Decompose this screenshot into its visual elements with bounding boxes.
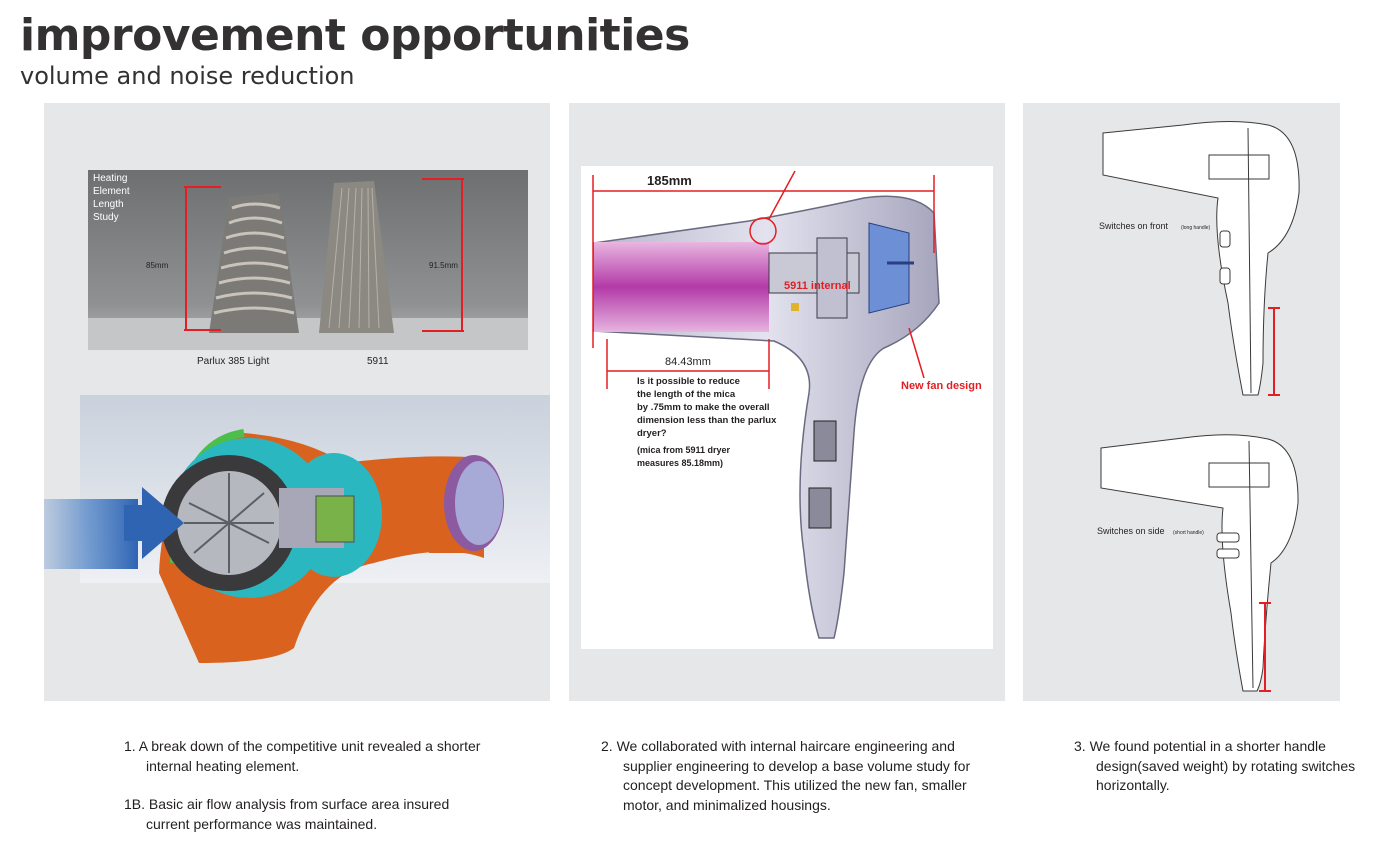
note-short-handle: (short handle) xyxy=(1173,530,1204,536)
page-subtitle: volume and noise reduction xyxy=(20,62,355,90)
note-line: (mica from 5911 dryer xyxy=(637,445,731,455)
dimension-label-91: 91.5mm xyxy=(429,261,458,270)
note-long-handle: (long handle) xyxy=(1181,225,1211,231)
switch-front xyxy=(814,421,836,461)
question-line: Is it possible to reduce xyxy=(637,376,740,387)
study-label-line: Length xyxy=(93,199,124,210)
panel3-illustration xyxy=(1023,103,1340,701)
question-line: dimension less than the parlux xyxy=(637,415,777,426)
question-line: by .75mm to make the overall xyxy=(637,402,770,413)
dimension-185: 185mm xyxy=(647,173,692,188)
caption-3-text: 3. We found potential in a shorter handle design(saved weight) by rotating switches horizontally. xyxy=(1074,738,1356,793)
switch-back xyxy=(809,488,831,528)
caption-3 xyxy=(1074,737,1389,796)
note-line: measures 85.18mm) xyxy=(637,458,724,468)
question-line: the length of the mica xyxy=(637,389,736,400)
mica-heater xyxy=(594,242,769,332)
label-parlux: Parlux 385 Light xyxy=(197,356,270,367)
heating-element-photo xyxy=(88,170,528,350)
dimension-84: 84.43mm xyxy=(665,356,711,368)
label-switches-side: Switches on side xyxy=(1097,526,1165,536)
panel1-illustration xyxy=(44,103,550,701)
dimension-label-85: 85mm xyxy=(146,261,169,270)
panel2-illustration xyxy=(569,103,1005,701)
new-fan xyxy=(869,223,909,313)
panel-handle-study xyxy=(1023,103,1340,701)
dryer-outline-long-handle xyxy=(1103,122,1299,396)
caption-1b-text: 1B. Basic air flow analysis from surface area insured current performance was maintained. xyxy=(124,796,450,832)
caption-2 xyxy=(601,737,981,815)
caption-1-text: 1. A break down of the competitive unit revealed a shorter internal heating element. xyxy=(124,738,481,774)
airflow-cutaway-render xyxy=(44,395,550,663)
caption-1 xyxy=(124,737,494,834)
dryer-outline-short-handle xyxy=(1101,435,1298,691)
study-label-line: Element xyxy=(93,186,130,197)
label-new-fan: New fan design xyxy=(901,380,982,392)
panel-competitive-teardown xyxy=(44,103,550,701)
caption-2-text: 2. We collaborated with internal haircare engineering and supplier engineering to develop a base volume study for concept development. This utilized the new fan, smaller motor, and minimalized housings. xyxy=(601,738,971,813)
panel-volume-study xyxy=(569,103,1005,701)
page-title: improvement opportunities xyxy=(20,10,690,61)
study-label-line: Heating xyxy=(93,173,128,184)
label-5911-internal: 5911 internal xyxy=(784,280,851,292)
study-label-line: Study xyxy=(93,212,119,223)
question-line: dryer? xyxy=(637,428,667,439)
motor xyxy=(817,238,847,318)
label-5911: 5911 xyxy=(367,356,389,367)
label-switches-front: Switches on front xyxy=(1099,221,1169,231)
